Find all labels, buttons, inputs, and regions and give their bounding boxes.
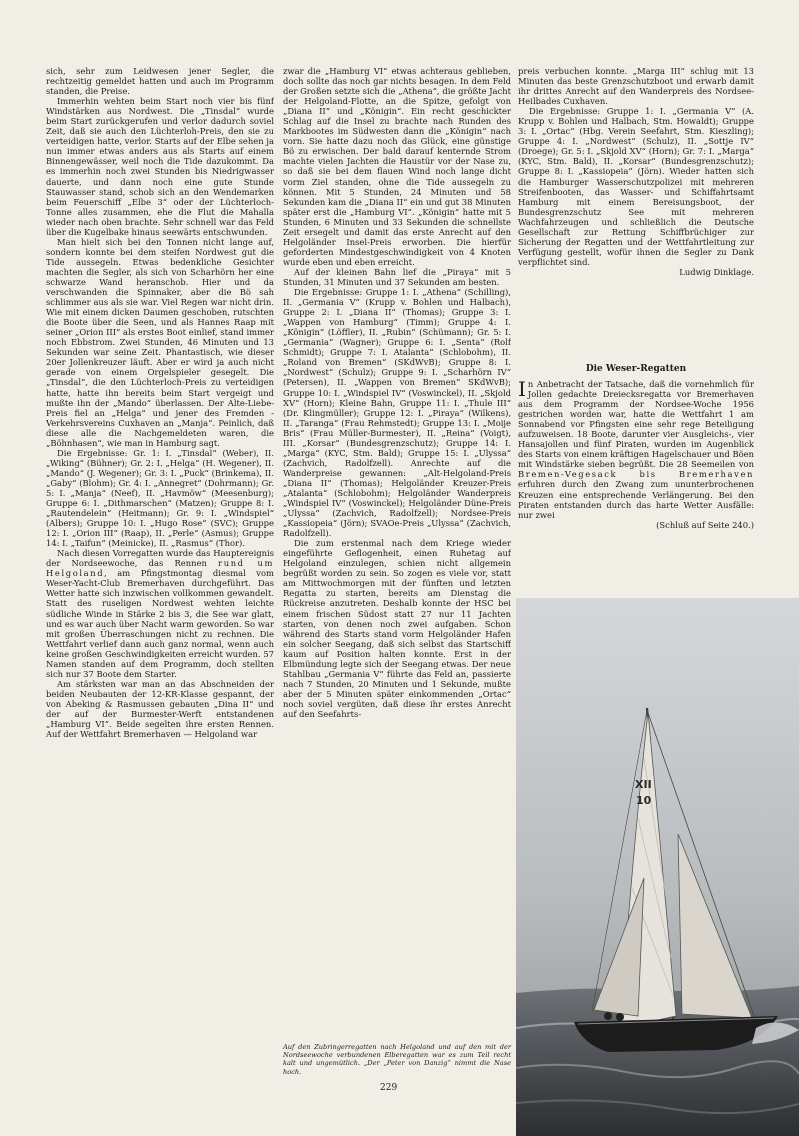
emphasis-spaced: rund um Helgoland [46, 558, 274, 579]
sail-class-label: XII [635, 778, 652, 791]
author-signature: Ludwig Dinklage. [679, 266, 754, 277]
paragraph [518, 379, 754, 520]
text-run: n Anbetracht der Tatsache, daß die vornehmlich für Jollen gedachte Dreiecksregatta vor Bremerhaven aus dem Programm der Nordsee-Woche 1956 gestrichen worden war, hatte die Wettfahrt 1 am Sonnabend vor Pfingsten eine sehr rege Beteiligung aufzuweisen. 18 Boote, darunter vier Ausgleichs-, vier Hansajollen und fünf Piraten, wurden im Augenblick des Starts von einem kräftigen Hagelschauer und Böen mit Windstärke sieben begrüßt. Die 28 Seemeilen von [518, 379, 754, 470]
text-run: erfuhren durch den Zwang zum ununterbrochenen Kreuzen eine entsprechende Verlängerung. Bei den Piraten entstanden durch das harte Wetter Ausfälle: nur zwei [518, 479, 754, 520]
emphasis-spaced: Bremen-Vegesack bis Bremerhaven [518, 469, 754, 480]
paragraph: Am stärksten war man an das Abschneiden der beiden Neubauten der 12-KR-Klasse gespannt, der von Abeking & Rasmussen gebauten „Dina II“ und der auf der Burmester-Werft entstandenen „Hamburg VI“. Beide segelten ihre ersten Rennen. Auf der Wettfahrt Bremerhaven — Helgoland war [46, 678, 274, 740]
paragraph: Die Ergebnisse: Gruppe 1: I. „Athena“ (Schilling), II. „Germania V“ (Krupp v. Bohlen und Halbach), Gruppe 2: I. „Diana II“ (Thomas); Gruppe 3: I. „Wappen von Hamburg“ (Timm); Gruppe 4: I. „Königin“ (Löffler), II. „Rubin“ (Schümann); Gr. 5: I. „Germania“ (Wagner); Gruppe 6: I. „Senta“ (Rolf Schmidt); Gruppe 7: I. Atalanta“ (Schlobohm), II. „Roland von Bremen“ (SKdWvB); Gruppe 8: I. „Nordwest“ (Schulz); Gruppe 9: I. „Scharhörn IV“ (Petersen), II. „Wappen von Bremen“ SKdWvB); Gruppe 10: I. „Windspiel IV“ (Voswinckel), II. „Skjold XV“ (Horn); Kleine Bahn, Gruppe 11: I. „Thule III“ (Dr. Klingmüller); Gruppe 12: I. „Piraya“ (Wilkens), II. „Taranga“ (Frau Rehmstedt); Gruppe 13: I. „Moije Bris“ (Frau Müller-Burmester), II. „Reina“ (Voigt), III. „Korsar“ (Bundesgrenzschutz); Gruppe 14: I. „Marga“ (KYC, Stm. Bald); Gruppe 15: I. „Ulyssa“ (Zachvich, Radolfzell). Anrechte auf die Wanderpreise gewannen: „Alt-Helgoland-Preis „Diana II“ (Thomas); Helgoländer Kreuzer-Preis „Atalanta“ (Schlobohm); Helgoländer Wanderpreis „Windspiel IV“ (Voswinckel); Helgoländer Düne-Preis „Ulyssa“ (Zachvich, Radolfzell); Nordsee-Preis „Kassiopeia“ (Jörn); SVAOe-Preis „Ulyssa“ (Zachvich, Radolfzell). [283, 287, 511, 539]
photo-caption: Auf den Zubringerregatten nach Helgoland und auf den mit der Nordseewoche verbundenen Elberegatten war es zum Teil recht kalt und ungemütlich. „Der „Peter von Danzig“ nimmt die Nase hoch. [283, 1043, 511, 1076]
article-column-3 [518, 66, 754, 358]
photo-illustration [516, 598, 799, 1136]
paragraph: Die Ergebnisse: Gruppe 1: I. „Germania V“ (A. Krupp v. Bohlen und Halbach, Stm. Howaldt); Gruppe 3: I. „Ortac“ (Hbg. Verein Seefahrt, Stm. Kieszling); Gruppe 4: I. „Nordwest“ (Schulz), II. „Sottje IV“ (Droege); Gr. 5: I. „Skjold XV“ (Horn); Gr. 7: I. „Marga“ (KYC, Stm. Bald), II. „Korsar“ (Bundesgrenzschutz); Gruppe 8: I. „Kassiopeia“ (Jörn). Wieder hatten sich die Hamburger Wasserschutzpolizei mit mehreren Streifenbooten, das Wasser- und Schiffahrtsamt Hamburg mit einem Bereisungsboot, der Bundesgrenzschutz See mit mehreren Wachfahrzeugen und schließlich die Deutsche Gesellschaft zur Rettung Schiffbrüchiger zur Sicherung der Regatten und der Wettfahrtleitung zur Verfügung gestellt, wofür ihnen die Segler zu Dank verpflichtet sind. [518, 106, 754, 267]
paragraph [46, 548, 274, 679]
section-heading: Die Weser-Regatten [585, 364, 687, 374]
paragraph: sich, sehr zum Leidwesen jener Segler, die rechtzeitig gemeldet hatten und auch im Programm standen, die Preise. [46, 66, 274, 97]
paragraph: Die Ergebnisse: Gr. 1: I. „Tinsdal“ (Weber), II. „Wiking“ (Bühner); Gr. 2: I. „Helga“ (H. Wegener), II. „Mando“ (J. Wegener); Gr. 3: I. „Puck“ (Brinkema), II. „Gaby“ (Blohm); Gr. 4: I. „Annegret“ (Dohrmann); Gr. 5: I. „Manja“ (Neef), II. „Havmöw“ (Meesenburg); Gruppe 6: I. „Dithmarschen“ (Matzen); Gruppe 8: I. „Rautendelein“ (Heitmann); Gr. 9: I. „Windspiel“ (Albers); Gruppe 10: I. „Hugo Rose“ (SVC); Gruppe 12: I. „Orion III“ (Raap), II. „Perle“ (Asmus); Gruppe 14: I. „Taifun“ (Meinicke), II. „Rasmus“ (Thor). [46, 447, 274, 549]
continued-note: (Schluß auf Seite 240.) [656, 519, 754, 530]
paragraph: Auf der kleinen Bahn lief die „Piraya“ mit 5 Stunden, 31 Minuten und 37 Sekunden am besten. [283, 266, 511, 287]
sail-number-label: 10 [636, 794, 652, 807]
crew-member [604, 1012, 612, 1020]
paragraph: zwar die „Hamburg VI“ etwas achteraus geblieben, doch sollte das noch gar nichts besagen. In dem Feld der Großen setzte sich die „Athena“, die größte Jacht der Helgoland-Flotte, an die Spitze, gefolgt von „Diana II“ und „Königin“. Ein recht geschickter Schlag auf die Insel zu brachte nach Runden des Markbootes im Südwesten dann die „Königin“ nach vorn. Sie hatte dazu noch das Glück, eine günstige Bö zu erwischen. Der bald darauf kenternde Strom machte vielen Jachten die Haustür vor der Nase zu, so daß sie bei dem flauen Wind noch lange dicht vorm Ziel standen, ohne die Tide aussegeln zu können. Mit 5 Stunden, 24 Minuten und 58 Sekunden kam die „Diana II“ ein und gut 38 Minuten später erst die „Hamburg VI“. „Königin“ hatte mit 5 Stunden, 6 Minuten und 33 Sekunden die schnellste Zeit ersegelt und damit das erste Anrecht auf den Helgoländer Insel-Preis erworben. Die hierfür geforderten Mindestgeschwindigkeit von 4 Knoten wurde eben und eben erreicht. [283, 66, 511, 267]
article-column-2 [283, 66, 511, 1048]
crew-member [616, 1013, 624, 1021]
article-column-1 [46, 66, 274, 1066]
paragraph: Man hielt sich bei den Tonnen nicht lange auf, sondern konnte bei dem steifen Nordwest gut die Tide aussegeln. Etwas bedenkliche Gesichter machten die Segler, als sich von Scharhörn her eine schwarze Wand heranschob. Hier und da verschwanden die Spinnaker, aber die Bö sah schlimmer aus als sie war. Viel Regen war nicht drin. Wie mit einem dicken Daumen geschoben, rutschten die Boote über die Seen, und als Hannes Raap mit seiner „Orion III“ als erstes Boot einlief, stand immer noch Ebbstrom. Zwei Stunden, 46 Minuten und 13 Sekunden war seine Zeit. Phantastisch, wie dieser 20er Jollenkreuzer läuft. Aber er wird ja auch nicht gerade von einem Orgelspieler gesegelt. Die „Tinsdal“, die den Lüchterloch-Preis zu verteidigen hatte, hatte ihn bereits beim Start vergeigt und mußte ihn der „Mando“ überlassen. Der Alte-Liebe-Preis fiel an „Helga“ und jener des Fremden - Verkehrsvereins Cuxhaven an „Manja“. Peinlich, daß diese alle die Nachgemeldeten waren, die „Böhnhasen“, wie man in Hamburg sagt. [46, 236, 274, 448]
text-run: , am Pfingstmontag diesmal vom Weser-Yacht-Club Bremerhaven durchgeführt. Das Wetter hatte sich inzwischen vollkommen gewandelt. Statt des ruseligen Nordwest wehten leichte südliche Winde in Stärke 2 bis 3, die See war glatt, und es war auch über Nacht warm geworden. So war mit großen Überraschungen nicht zu rechnen. Die Wettfahrt verlief dann auch ganz normal, wenn auch keine großen Geschwindigkeiten erreicht wurden. 57 Namen standen auf dem Programm, doch stellten sich nur 37 Boote dem Starter. [46, 568, 274, 679]
weser-regatten-article [518, 379, 754, 593]
drop-cap: I [518, 379, 526, 401]
paragraph: Immerhin wehten beim Start noch vier bis fünf Windstärken aus Nordwest. Die „Tinsdal“ wurde beim Start zurückgerufen und verlor dadurch soviel Zeit, daß sie auch den Lüchterloh-Preis, den sie zu verteidigen hatte, verlor. Starts auf der Elbe sehen ja nun immer etwas anders aus als Starts auf einem Binnengewässer, weil noch die Tide dazukommt. Da es immerhin noch zwei Stunden bis Niedrigwasser dauerte, und dann noch eine gute Stunde Stauwasser stand, schob sich an den Wendemarken beim Feuerschiff „Elbe 3“ oder der Lüchterloch-Tonne alles zusammen, ehe die Flut die Mahalla wieder nach oben brachte. Sehr schnell war das Feld über die Kugelbake hinaus seewärts entschwunden. [46, 96, 274, 237]
paragraph: Die zum erstenmal nach dem Kriege wieder eingeführte Geflogenheit, einen Ruhetag auf Helgoland einzulegen, schien nicht allgemein begrüßt worden zu sein. So zogen es viele vor, statt am Mittwochmorgen mit der fünften und letzten Regatta zu starten, bereits am Dienstag die Rückreise anzutreten. Deshalb konnte der HSC bei einem frischen Südost statt 27 nur 11 Jachten starten, von denen noch zwei aufgaben. Schon während des Starts stand vorm Helgoländer Hafen ein solcher Seegang, daß sich selbst das Startschiff kaum auf Position halten konnte. Erst in der Elbmündung legte sich der Seegang etwas. Der neue Stahlbau „Germania V“ führte das Feld an, passierte nach 7 Stunden, 20 Minuten und 1 Sekunde, mußte aber der 5 Minuten später einkommenden „Ortac“ noch soviel vergüten, daß diese ihr erstes Anrecht auf den Seefahrts- [283, 538, 511, 719]
paragraph: preis verbuchen konnte. „Marga III“ schlug mit 13 Minuten das beste Grenzschutzboot und erwarb damit ihr drittes Anrecht auf den Wanderpreis des Nordsee-Heilbades Cuxhaven. [518, 66, 754, 107]
page-number: 229 [380, 1083, 398, 1093]
sailing-yacht-photo [516, 598, 799, 1136]
text-run: Nach diesen Vorregatten wurde das Hauptereignis der Nordseewoche, das Rennen [46, 548, 274, 569]
